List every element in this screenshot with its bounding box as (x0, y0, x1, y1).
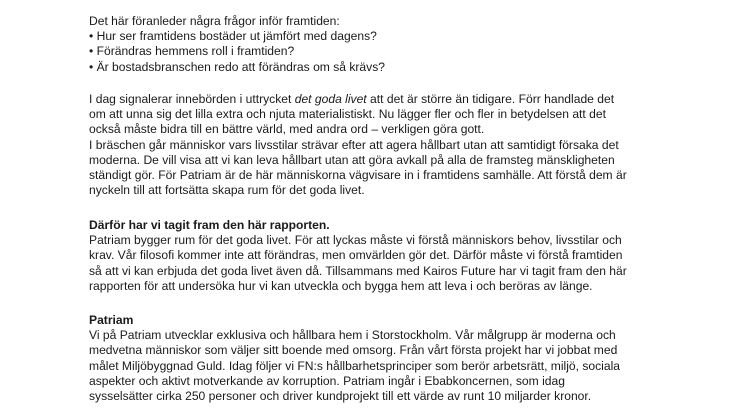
intro-section (89, 14, 729, 75)
text-run: I dag signalerar innebörden i uttrycket (89, 92, 295, 106)
paragraph-line: målet Miljöbyggnad Guld. Idag följer vi FN:s hållbarhetsprinciper som berör arbetsrätt, miljö, sociala (89, 358, 621, 373)
section-heading: Därför har vi tagit fram den här rapporten. (89, 218, 330, 232)
emphasis-text: det goda livet (294, 92, 367, 106)
paragraph-line: nyckeln till att fortsätta skapa rum för det goda livet. (89, 183, 365, 198)
report-section (89, 218, 729, 294)
paragraph-line: ständigt gör. För Patriam är de här människorna vägvisare in i framtidens samhälle. Att förstå dem är (89, 168, 627, 183)
question-item: • Förändras hemmens roll i framtiden? (89, 44, 295, 59)
paragraph-line: I bräschen går människor vars livsstilar strävar efter att agera hållbart utan att samtidigt försaka det (89, 137, 619, 152)
paragraph-line: aspekter och aktivt motverkande av korruption. Patriam ingår i Ebabkoncernen, som idag (89, 373, 565, 388)
paragraph-line (89, 92, 729, 107)
paragraph-line: Patriam bygger rum för det goda livet. För att lyckas måste vi förstå människors behov, livsstilar och (89, 233, 622, 248)
paragraph-line: medvetna människor som väljer sitt boende med omsorg. Från vårt första projekt har vi jobbat med (89, 343, 618, 358)
paragraph-line: rapporten för att undersöka hur vi kan utveckla och bygga hem att leva i och beröras av länge. (89, 278, 593, 293)
paragraph-line: moderna. De vill visa att vi kan leva hållbart utan att göra avkall på alla de framsteg mänskligheten (89, 152, 615, 167)
text-run: att det är större än tidigare. Förr handlade det (366, 92, 615, 106)
paragraph-line: så att vi kan erbjuda det goda livet även då. Tillsammans med Kairos Future har vi tagit fram den här (89, 263, 627, 278)
paragraph-line: om att unna sig det lilla extra och njuta materialistiskt. Nu lägger fler och fler in betydelsen att det (89, 107, 606, 122)
paragraph-line: också måste bidra till en bättre värld, med andra ord – verkligen göra gott. (89, 122, 485, 137)
question-item: • Är bostadsbranschen redo att förändras om så krävs? (89, 59, 385, 74)
paragraph-line: Vi på Patriam utvecklar exklusiva och hållbara hem i Storstockholm. Vår målgrupp är moderna och (89, 328, 616, 343)
good-life-section (89, 92, 729, 198)
patriam-section (89, 313, 729, 404)
question-item: • Hur ser framtidens bostäder ut jämfört med dagens? (89, 29, 377, 44)
intro-lead: Det här föranleder några frågor inför framtiden: (89, 14, 340, 28)
paragraph-line: krav. Vår filosofi kommer inte att förändras, men omvärlden gör det. Därför måste vi förstå framtiden (89, 248, 623, 263)
paragraph-line: sysselsätter cirka 250 personer och driver kundprojekt till ett värde av runt 10 miljarder kronor. (89, 389, 592, 404)
section-heading: Patriam (89, 313, 134, 327)
